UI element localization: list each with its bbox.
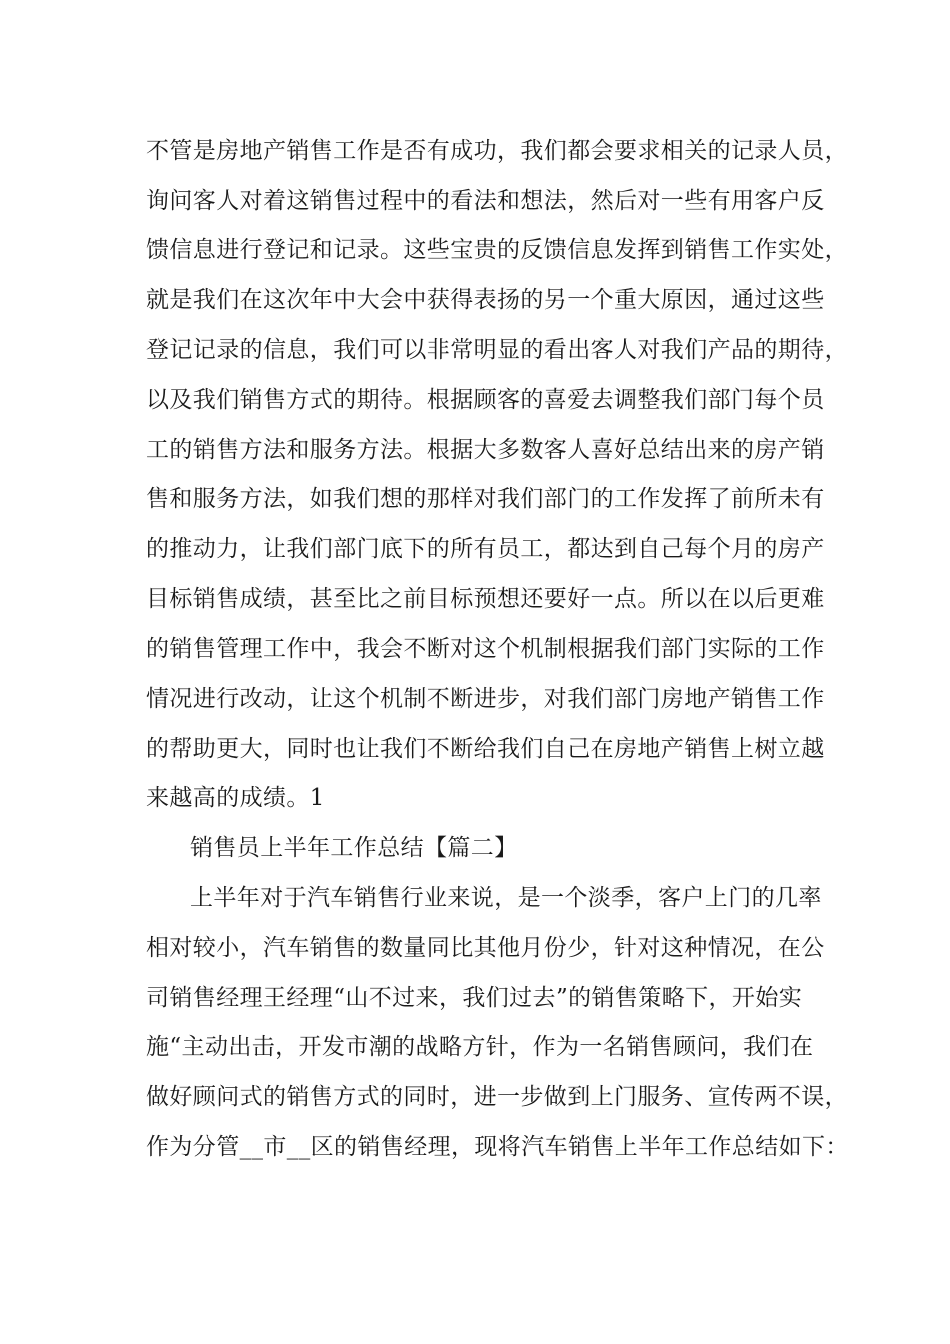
paragraph-line: 馈信息进行登记和记录。这些宝贵的反馈信息发挥到销售工作实处， [146,237,848,263]
paragraph-line: 登记记录的信息，我们可以非常明显的看出客人对我们产品的期待， [146,337,848,363]
paragraph-line: 来越高的成绩。1 [146,785,325,811]
paragraph-line: 作为分管__市__区的销售经理，现将汽车销售上半年工作总结如下： [146,1134,849,1160]
paragraph-line: 上半年对于汽车销售行业来说，是一个淡季，客户上门的几率 [190,885,822,911]
paragraph-line: 的推动力，让我们部门底下的所有员工，都达到自己每个月的房产 [146,536,825,562]
paragraph-line: 施“主动出击，开发市潮的战略方针，作为一名销售顾问，我们在 [146,1034,814,1060]
paragraph-line: 工的销售方法和服务方法。根据大多数客人喜好总结出来的房产销 [146,437,825,463]
paragraph-line: 就是我们在这次年中大会中获得表扬的另一个重大原因，通过这些 [146,287,825,313]
paragraph-line: 售和服务方法，如我们想的那样对我们部门的工作发挥了前所未有 [146,486,825,512]
paragraph-line: 的帮助更大，同时也让我们不断给我们自己在房地产销售上树立越 [146,736,825,762]
paragraph-line: 相对较小，汽车销售的数量同比其他月份少，针对这种情况，在公 [146,935,825,961]
paragraph-line: 情况进行改动，让这个机制不断进步，对我们部门房地产销售工作 [146,686,825,712]
paragraph-line: 以及我们销售方式的期待。根据顾客的喜爱去调整我们部门每个员 [146,387,825,413]
paragraph-line: 目标销售成绩，甚至比之前目标预想还要好一点。所以在以后更难 [146,586,825,612]
section-heading: 销售员上半年工作总结【篇二】 [190,835,518,861]
paragraph-line: 询问客人对着这销售过程中的看法和想法，然后对一些有用客户反 [146,188,825,214]
paragraph-line: 的销售管理工作中，我会不断对这个机制根据我们部门实际的工作 [146,636,825,662]
paragraph-line: 不管是房地产销售工作是否有成功，我们都会要求相关的记录人员， [146,138,848,164]
paragraph-line: 做好顾问式的销售方式的同时，进一步做到上门服务、宣传两不误， [146,1084,848,1110]
paragraph-line: 司销售经理王经理“山不过来，我们过去”的销售策略下，开始实 [146,985,803,1011]
